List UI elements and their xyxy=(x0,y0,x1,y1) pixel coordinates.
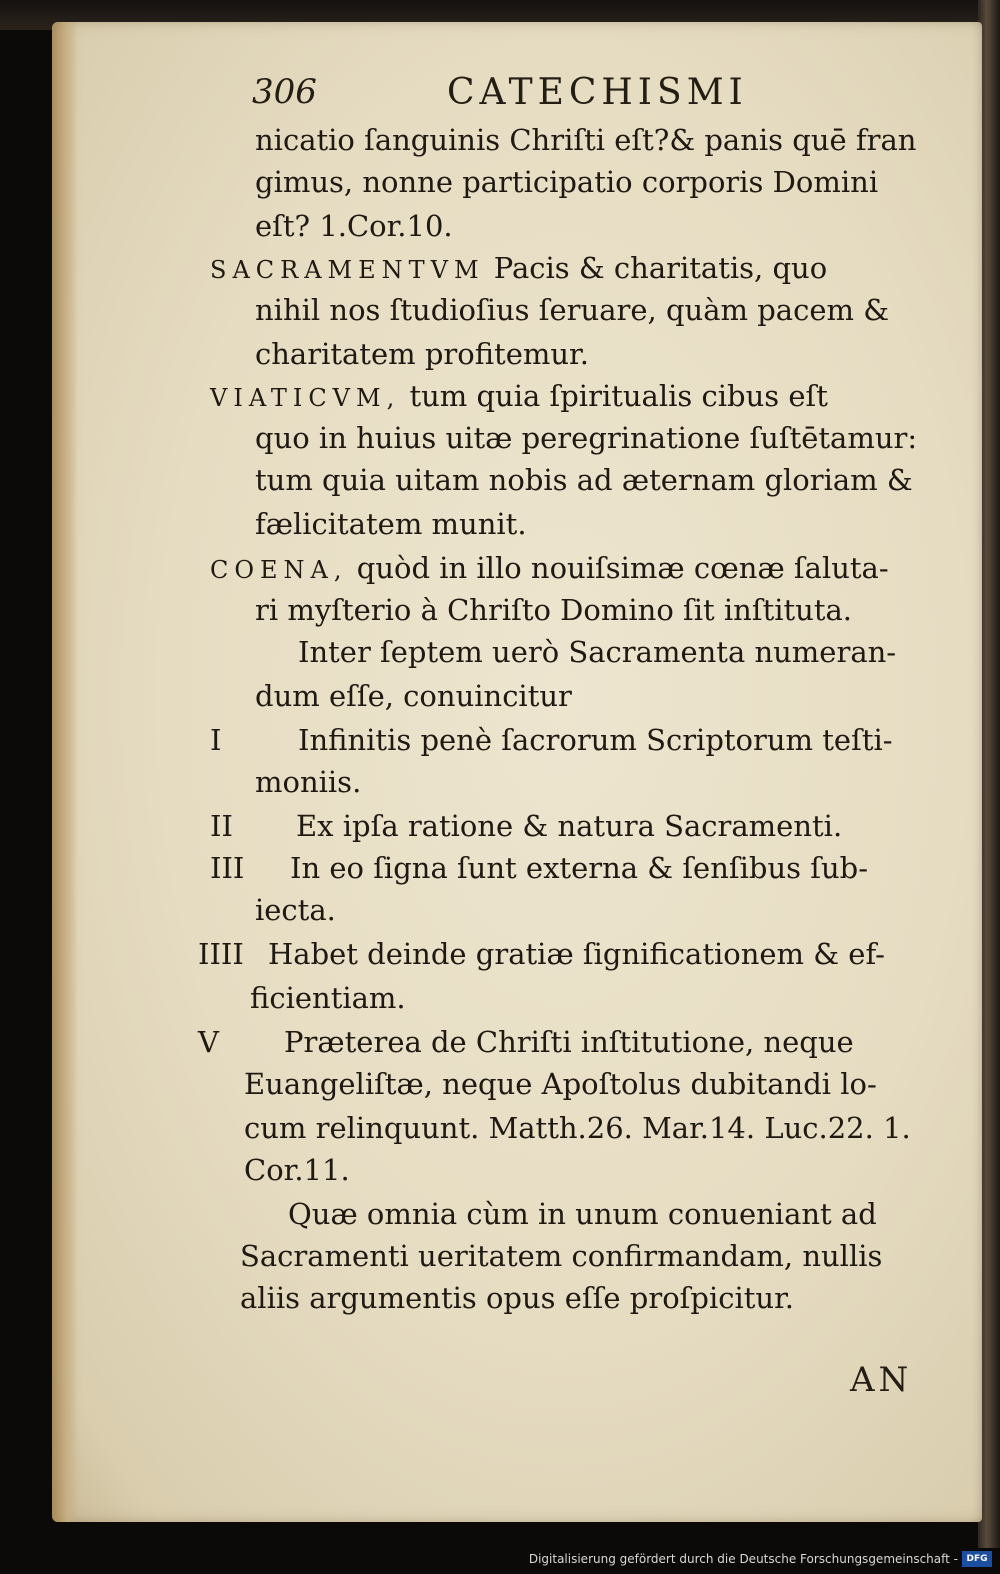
catchword: AN xyxy=(850,1360,913,1400)
entry-lead: VIATICVM, xyxy=(210,384,401,412)
text-line: moniis. xyxy=(255,765,362,799)
text-line: gimus, nonne participatio corporis Domini xyxy=(255,165,879,199)
numbered-line: II Ex ipſa ratione & natura Sacramenti. xyxy=(210,806,842,846)
numbered-line: III In eo ſigna ſunt externa & ſenſibus ſub- xyxy=(210,848,868,888)
dfg-logo: DFG xyxy=(962,1551,992,1567)
footer-credit: Digitalisierung gefördert durch die Deutsche Forschungsgemeinschaft - xyxy=(528,1552,958,1566)
digitization-footer xyxy=(0,1548,1000,1574)
text-line: Inter ſeptem uerò Sacramenta numeran- xyxy=(298,635,897,669)
text-line: charitatem profitemur. xyxy=(255,337,589,371)
text-line: Cor.11. xyxy=(244,1153,350,1187)
numbered-line: V Præterea de Chriſti inſtitutione, neque xyxy=(198,1022,854,1062)
list-marker: V xyxy=(198,1025,219,1059)
text-line: dum eſſe, conuincitur xyxy=(255,679,572,713)
page-number: 306 xyxy=(252,72,317,112)
running-title: CATECHISMI xyxy=(447,72,748,113)
numbered-line: IIII Habet deinde gratiæ ſignificationem & ef- xyxy=(198,934,885,974)
text-line: quo in huius uitæ peregrinatione ſuſtētamur: xyxy=(255,421,918,455)
list-marker: I xyxy=(210,723,222,757)
text-line: Euangeliſtæ, neque Apoſtolus dubitandi lo- xyxy=(244,1067,877,1101)
text-line: nihil nos ſtudioſius ſeruare, quàm pacem & xyxy=(255,293,890,327)
entry-lead: COENA, xyxy=(210,556,348,584)
text-line: cum relinquunt. Matth.26. Mar.14. Luc.22. 1. xyxy=(244,1111,911,1145)
text-line: ficientiam. xyxy=(250,981,406,1015)
list-marker: III xyxy=(210,851,245,885)
entry-line: SACRAMENTVM Pacis & charitatis, quo xyxy=(210,251,828,285)
entry-line: VIATICVM, tum quia ſpiritualis cibus eſt xyxy=(210,379,828,413)
text-line: Sacramenti ueritatem confirmandam, nullis xyxy=(240,1239,883,1273)
text-line: tum quia uitam nobis ad æternam gloriam & xyxy=(255,463,913,497)
page-gutter xyxy=(52,22,78,1522)
text-line: eſt? 1.Cor.10. xyxy=(255,209,453,243)
text-line: iecta. xyxy=(255,893,336,927)
list-marker: II xyxy=(210,809,233,843)
text-line: nicatio ſanguinis Chriſti eſt?& panis quē fran xyxy=(255,123,917,157)
list-marker: IIII xyxy=(198,937,244,971)
text-line: Quæ omnia cùm in unum conueniant ad xyxy=(288,1197,877,1231)
text-line: aliis argumentis opus eſſe proſpicitur. xyxy=(240,1281,794,1315)
entry-lead: SACRAMENTVM xyxy=(210,256,485,284)
numbered-line: I Infinitis penè ſacrorum Scriptorum teſti- xyxy=(210,720,893,760)
page-header xyxy=(252,72,792,118)
text-line: fælicitatem munit. xyxy=(255,507,527,541)
text-line: ri myſterio à Chriſto Domino ſit inſtituta. xyxy=(255,593,853,627)
entry-line: COENA, quòd in illo nouiſsimæ cœnæ ſaluta- xyxy=(210,551,889,585)
